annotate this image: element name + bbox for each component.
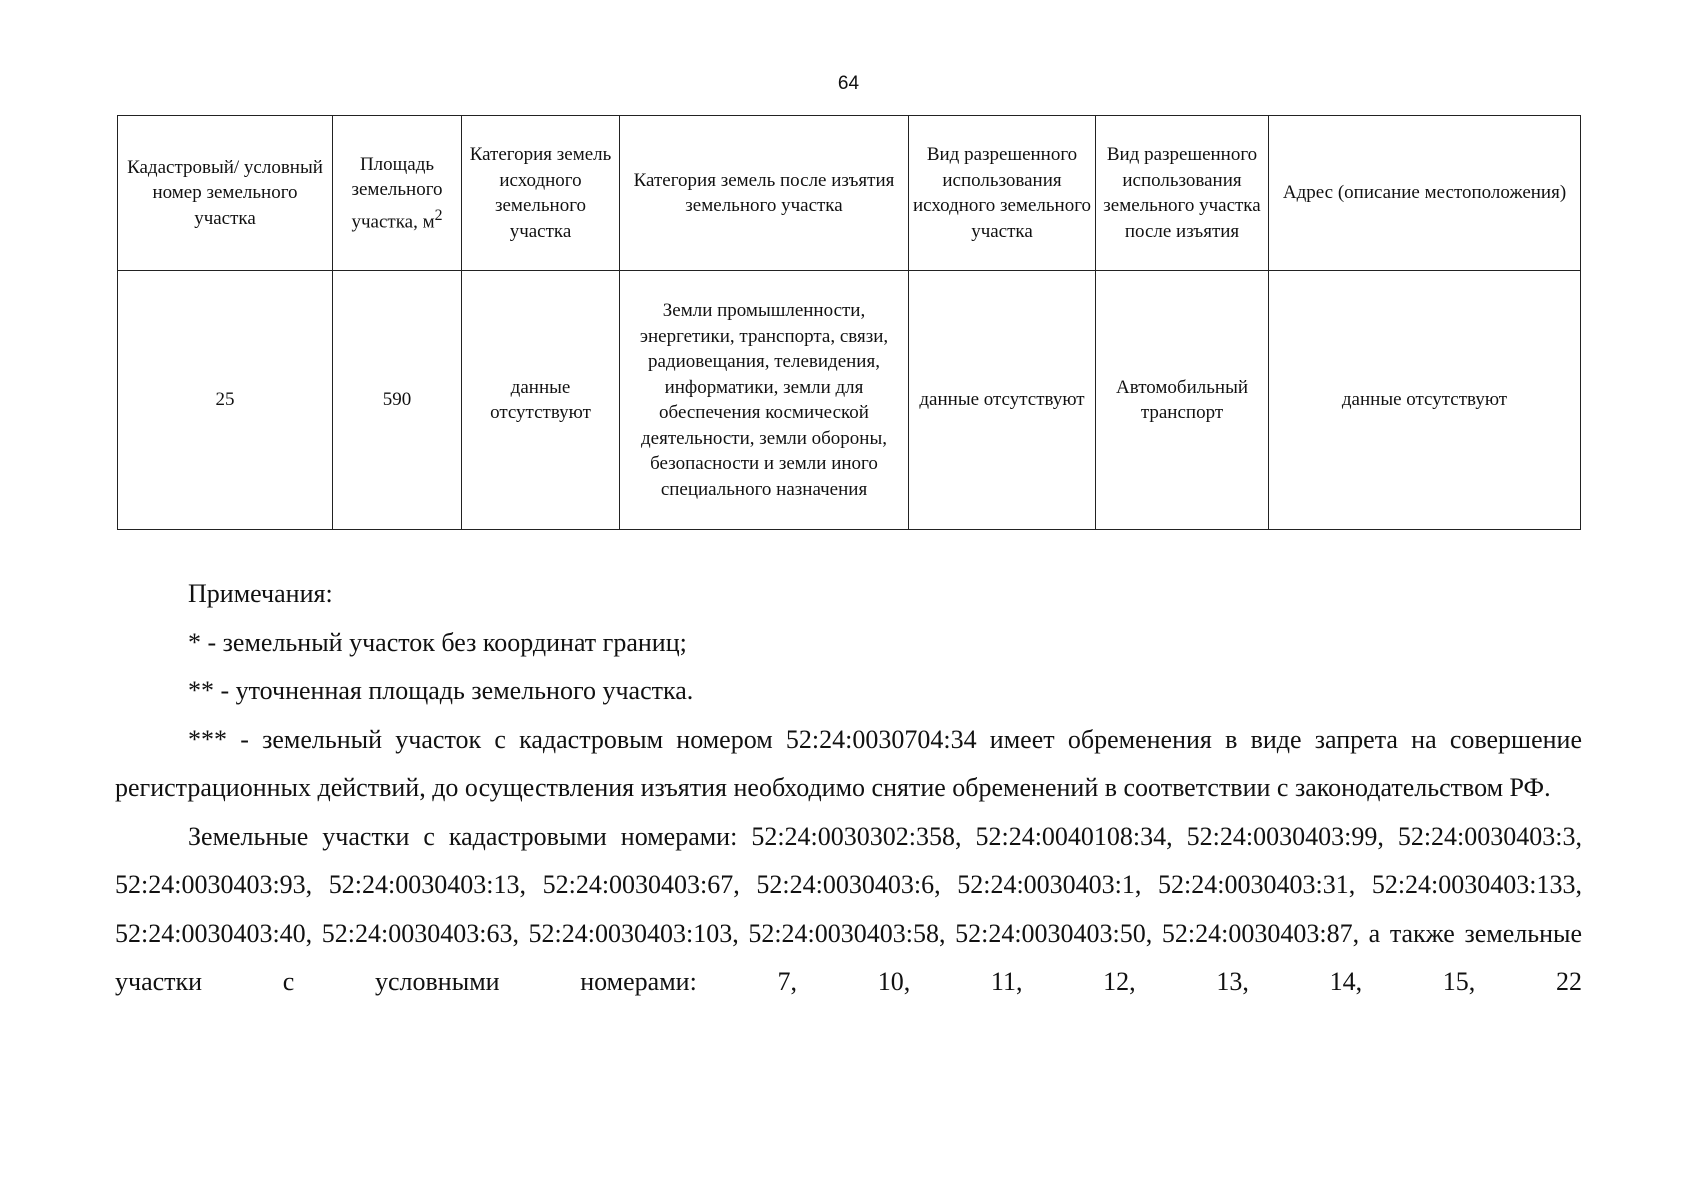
- table-row: [118, 271, 1581, 530]
- cell-cadastral-number: 25: [118, 271, 333, 530]
- land-parcels-table: [117, 115, 1581, 530]
- table-header-row: [118, 116, 1581, 271]
- cell-original-category: данные отсутствуют: [462, 271, 620, 530]
- cadastral-numbers-paragraph: Земельные участки с кадастровыми номерами: 52:24:0030302:358, 52:24:0040108:34, 52:24:0030403:99, 52:24:0030403:3, 52:24:0030403:93, 52:24:0030403:13, 52:24:0030403:67, 52:24:0030403:6, 52:24:0030403:1, 52:24:0030403:31, 52:24:0030403:133, 52:24:0030403:40, 52:24:0030403:63, 52:24:0030403:103, 52:24:0030403:58, 52:24:0030403:50, 52:24:0030403:87, а также земельные участки с условными номерами: 7, 10, 11, 12, 13, 14, 15, 22: [115, 821, 1582, 996]
- header-permitted-use-after: Вид разрешенного использования земельного участка после изъятия: [1096, 116, 1269, 271]
- header-area-label: Площадь земельного участка, м: [351, 153, 443, 232]
- header-original-category: Категория земель исходного земельного участка: [462, 116, 620, 271]
- cell-permitted-use-after: Автомобильный транспорт: [1096, 271, 1269, 530]
- notes-section: [115, 570, 1582, 1007]
- note-item: *** - земельный участок с кадастровым номером 52:24:0030704:34 имеет обременения в виде запрета на совершение регистрационных действий, до осуществления изъятия необходимо снятие обременений в соответствии с законодательством РФ.: [115, 724, 1582, 802]
- page-number: 64: [837, 73, 860, 94]
- cell-original-permitted-use: данные отсутствуют: [909, 271, 1096, 530]
- header-cadastral-number: Кадастровый/ условный номер земельного участка: [118, 116, 333, 271]
- header-area-superscript: 2: [434, 206, 443, 224]
- notes-title: Примечания:: [188, 579, 333, 608]
- header-area: [333, 116, 462, 271]
- cell-address: данные отсутствуют: [1269, 271, 1581, 530]
- header-category-after: Категория земель после изъятия земельного участка: [620, 116, 909, 271]
- note-item: ** - уточненная площадь земельного участка.: [188, 676, 694, 705]
- note-item: * - земельный участок без координат границ;: [188, 627, 687, 657]
- header-address: Адрес (описание местоположения): [1269, 116, 1581, 271]
- cell-area: 590: [333, 271, 462, 530]
- cell-category-after: Земли промышленности, энергетики, транспорта, связи, радиовещания, телевидения, информатики, земли для обеспечения космической деятельности, земли обороны, безопасности и земли иного специального назначения: [620, 271, 909, 530]
- header-original-permitted-use: Вид разрешенного использования исходного земельного участка: [909, 116, 1096, 271]
